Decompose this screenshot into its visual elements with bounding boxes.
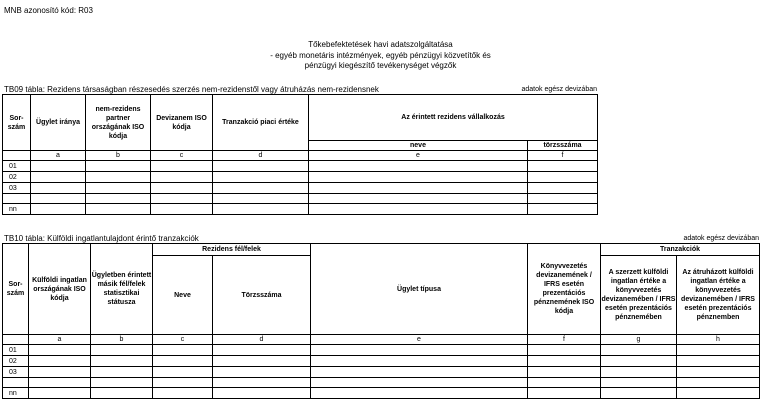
tb10-caption: TB10 tábla: Külföldi ingatlantulajdont érintő tranzakciók (4, 234, 199, 243)
tb09-row-code: nn (3, 204, 31, 215)
tb09-letter-blank (3, 151, 31, 161)
tb09-row-code: 01 (3, 161, 31, 172)
tb10-cell[interactable] (91, 388, 153, 399)
tb10-cell[interactable] (311, 378, 528, 388)
tb09-caption: TB09 tábla: Rezidens társaságban részesedés szerzés nem-rezidenstől vagy átruházás nem-rezidensnek (4, 85, 379, 94)
title-line-3: pénzügyi kiegészítő tevékenységet végzők (304, 61, 457, 70)
tb09-letter-d: d (213, 151, 309, 161)
tb10-cell[interactable] (91, 378, 153, 388)
tb09-unit-note: adatok egész devizában (521, 86, 597, 93)
tb10-unit-note: adatok egész devizában (683, 235, 759, 242)
tb10-letter-a: a (29, 335, 91, 345)
tb09-cell[interactable] (528, 194, 598, 204)
tb09-cell[interactable] (86, 172, 151, 183)
tb09-cell[interactable] (213, 194, 309, 204)
tb10-cell[interactable] (601, 388, 677, 399)
tb10-letter-e: e (311, 335, 528, 345)
tb09-letter-a: a (31, 151, 86, 161)
tb10-cell[interactable] (29, 356, 91, 367)
tb10-letter-blank (3, 335, 29, 345)
tb10-cell[interactable] (528, 378, 601, 388)
tb09-row-code (3, 194, 31, 204)
tb10-cell[interactable] (601, 356, 677, 367)
tb09-cell[interactable] (151, 172, 213, 183)
tb09-cell[interactable] (31, 161, 86, 172)
tb09-cell[interactable] (309, 172, 528, 183)
tb09-header-torzsszama: törzsszáma (528, 141, 598, 151)
tb10-cell[interactable] (29, 388, 91, 399)
tb09-cell[interactable] (309, 161, 528, 172)
tb10-cell[interactable] (153, 378, 213, 388)
tb09-letter-f: f (528, 151, 598, 161)
tb10-letter-h: h (677, 335, 760, 345)
tb10-cell[interactable] (213, 367, 311, 378)
tb09-table (2, 94, 598, 215)
tb09-header-partner-iso: nem-rezidens partner országának ISO kódja (86, 95, 151, 151)
tb10-header-torzsszama: Törzsszáma (213, 256, 311, 335)
tb10-header-masik-fel: Ügyletben érintett másik fél/felek statisztikai státusza (91, 244, 153, 335)
tb10-table (2, 243, 760, 399)
tb10-header-konyvvezetes: Könyvvezetés devizanemének / IFRS esetén prezentációs pénznemének ISO kódja (528, 244, 601, 335)
tb09-cell[interactable] (309, 183, 528, 194)
tb10-header-szerzett: A szerzett külföldi ingatlan értéke a könyvvezetés devizanemében / IFRS esetén prezentációs pénznemében (601, 256, 677, 335)
tb10-cell[interactable] (677, 367, 760, 378)
tb10-cell[interactable] (91, 367, 153, 378)
tb10-cell[interactable] (528, 367, 601, 378)
tb10-row-code: nn (3, 388, 29, 399)
tb09-cell[interactable] (31, 204, 86, 215)
tb09-letter-e: e (309, 151, 528, 161)
tb09-header-sorszam: Sor- szám (3, 95, 31, 151)
tb09-cell[interactable] (213, 172, 309, 183)
tb10-letter-d: d (213, 335, 311, 345)
tb10-row-code: 02 (3, 356, 29, 367)
tb09-cell[interactable] (528, 183, 598, 194)
tb10-cell[interactable] (213, 378, 311, 388)
tb09-cell[interactable] (309, 194, 528, 204)
tb09-cell[interactable] (309, 204, 528, 215)
tb09-cell[interactable] (86, 204, 151, 215)
tb09-cell[interactable] (151, 161, 213, 172)
tb10-cell[interactable] (311, 388, 528, 399)
tb10-header-atruhazott: Az átruházott külföldi ingatlan értéke a könyvvezetés devizanemében / IFRS esetén prezentációs pénznemben (677, 256, 760, 335)
tb09-row-code: 02 (3, 172, 31, 183)
tb10-header-ingatlan-iso: Külföldi ingatlan országának ISO kódja (29, 244, 91, 335)
tb10-header-tranzakciok: Tranzakciók (601, 244, 760, 256)
tb09-cell[interactable] (86, 161, 151, 172)
tb09-cell[interactable] (151, 204, 213, 215)
tb09-cell[interactable] (213, 204, 309, 215)
tb10-cell[interactable] (677, 356, 760, 367)
title-line-1: Tőkebefektetések havi adatszolgáltatása (308, 40, 453, 49)
tb09-cell[interactable] (86, 183, 151, 194)
tb10-cell[interactable] (153, 388, 213, 399)
tb10-letter-g: g (601, 335, 677, 345)
tb10-cell[interactable] (153, 367, 213, 378)
tb10-cell[interactable] (29, 367, 91, 378)
tb10-cell[interactable] (677, 388, 760, 399)
tb10-cell[interactable] (677, 378, 760, 388)
tb10-header-ugylet-tipusa: Ügylet típusa (311, 244, 528, 335)
tb09-letter-b: b (86, 151, 151, 161)
tb09-header-devizanem-iso: Devizanem ISO kódja (151, 95, 213, 151)
tb09-cell[interactable] (528, 172, 598, 183)
tb10-cell[interactable] (213, 345, 311, 356)
tb09-header-neve: neve (309, 141, 528, 151)
tb09-header-vallalkozas: Az érintett rezidens vállalkozás (309, 95, 598, 141)
tb10-cell[interactable] (528, 388, 601, 399)
tb10-cell[interactable] (528, 345, 601, 356)
tb10-header-neve: Neve (153, 256, 213, 335)
tb09-cell[interactable] (213, 161, 309, 172)
tb09-cell[interactable] (528, 204, 598, 215)
tb10-cell[interactable] (528, 356, 601, 367)
tb10-header-sorszam: Sor- szám (3, 244, 29, 335)
tb10-cell[interactable] (311, 356, 528, 367)
tb10-cell[interactable] (91, 356, 153, 367)
tb10-cell[interactable] (153, 345, 213, 356)
tb10-cell[interactable] (601, 345, 677, 356)
tb09-cell[interactable] (31, 183, 86, 194)
tb10-cell[interactable] (311, 367, 528, 378)
tb10-cell[interactable] (311, 345, 528, 356)
tb10-letter-f: f (528, 335, 601, 345)
tb09-cell[interactable] (528, 161, 598, 172)
tb10-cell[interactable] (601, 367, 677, 378)
tb09-cell[interactable] (151, 183, 213, 194)
tb09-cell[interactable] (213, 183, 309, 194)
tb10-cell[interactable] (213, 356, 311, 367)
tb10-row-code: 03 (3, 367, 29, 378)
tb09-cell[interactable] (31, 172, 86, 183)
tb10-cell[interactable] (91, 345, 153, 356)
tb09-row-code: 03 (3, 183, 31, 194)
tb10-row-code (3, 378, 29, 388)
title-line-2: - egyéb monetáris intézmények, egyéb pénzügyi közvetítők és (270, 50, 491, 60)
tb10-cell[interactable] (153, 356, 213, 367)
tb10-cell[interactable] (29, 345, 91, 356)
tb10-cell[interactable] (213, 388, 311, 399)
tb09-cell[interactable] (86, 194, 151, 204)
tb09-letter-c: c (151, 151, 213, 161)
tb10-letter-c: c (153, 335, 213, 345)
tb09-cell[interactable] (151, 194, 213, 204)
tb10-cell[interactable] (29, 378, 91, 388)
tb10-letter-b: b (91, 335, 153, 345)
tb10-cell[interactable] (677, 345, 760, 356)
tb10-cell[interactable] (601, 378, 677, 388)
tb10-row-code: 01 (3, 345, 29, 356)
report-title (0, 40, 761, 72)
tb09-cell[interactable] (31, 194, 86, 204)
tb09-header-ugylet-iranya: Ügylet iránya (31, 95, 86, 151)
tb09-header-piaci-ertek: Tranzakció piaci értéke (213, 95, 309, 151)
tb10-header-rezidens-felek: Rezidens fél/felek (153, 244, 311, 256)
mnb-id-code: MNB azonosító kód: R03 (4, 6, 93, 15)
